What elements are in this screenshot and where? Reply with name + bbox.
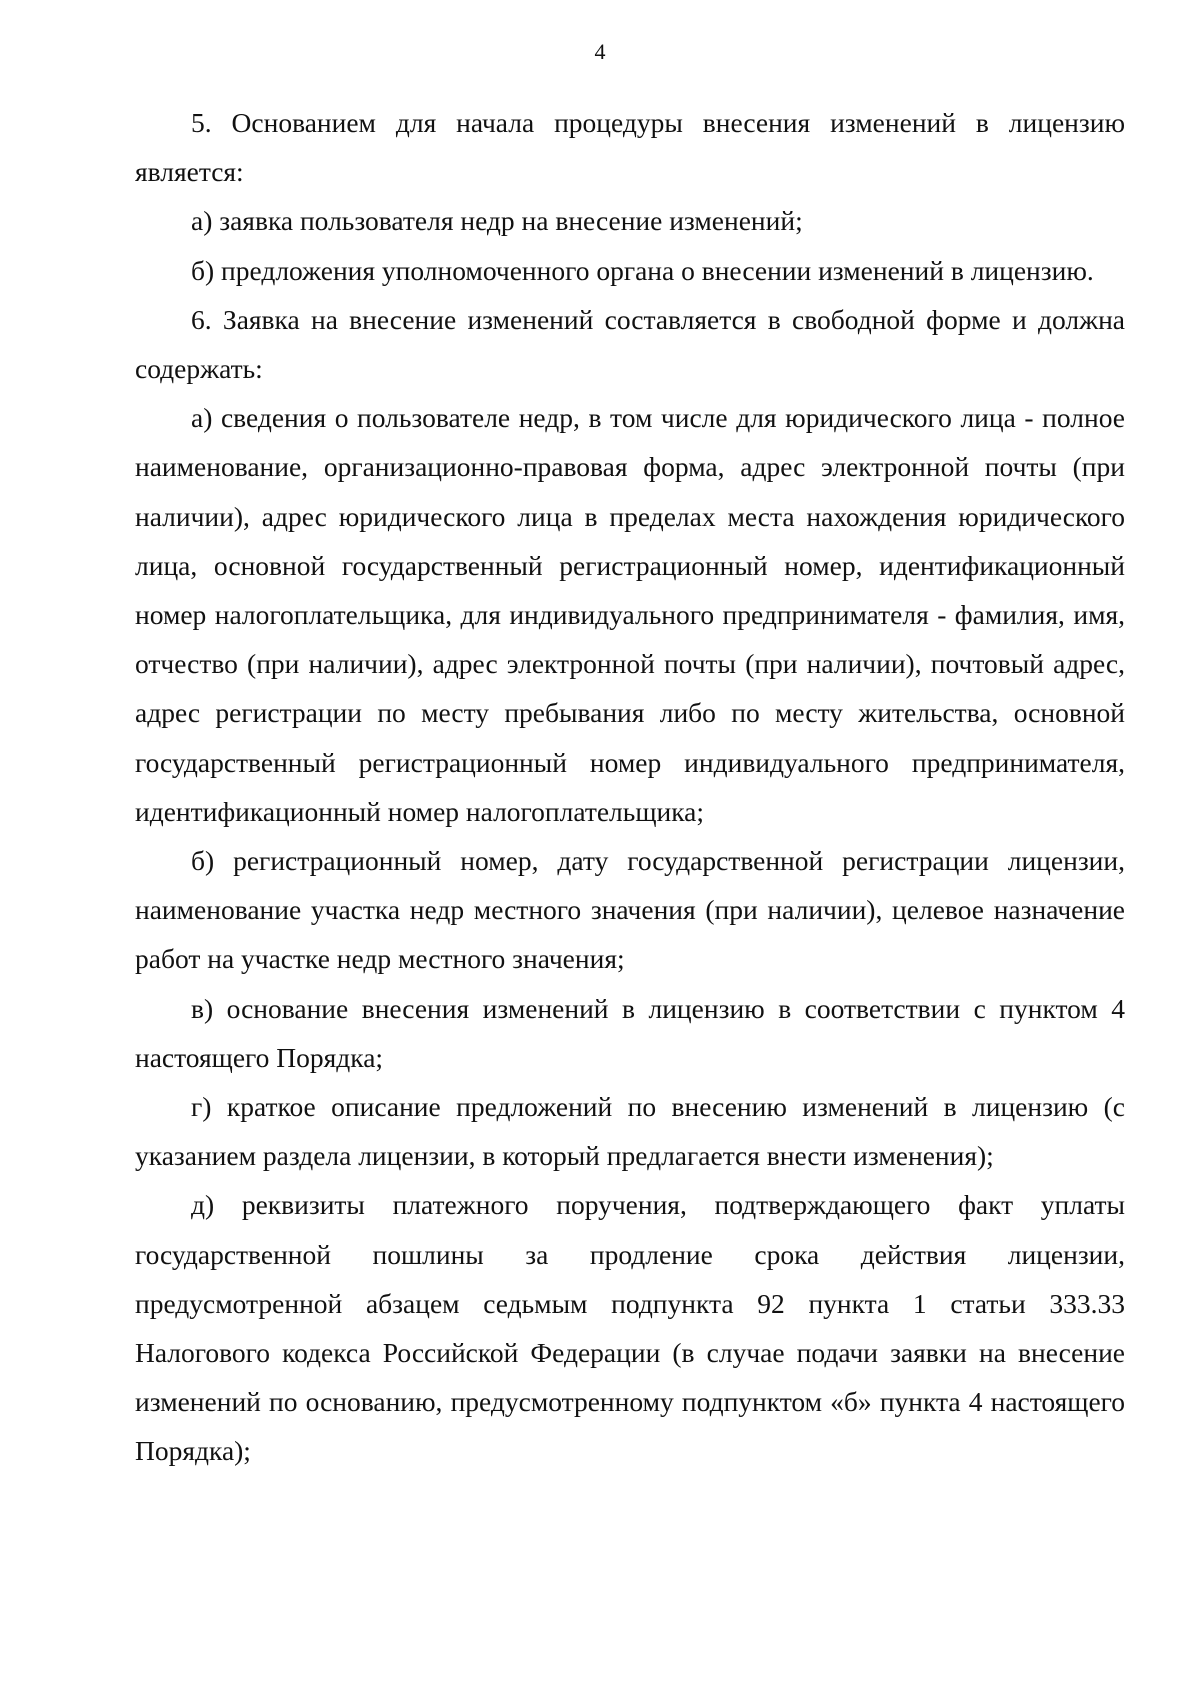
paragraph-6g: г) краткое описание предложений по внесению изменений в лицензию (с указанием раздела лицензии, в который предлагается внести изменения); bbox=[135, 1091, 1125, 1172]
paragraph-6b: б) регистрационный номер, дату государственной регистрации лицензии, наименование участка недр местного значения (при наличии), целевое назначение работ на участке недр местного значения; bbox=[135, 845, 1125, 975]
paragraph-6v: в) основание внесения изменений в лицензию в соответствии с пунктом 4 настоящего Порядка; bbox=[135, 992, 1125, 1073]
paragraph-5-intro: 5. Основанием для начала процедуры внесения изменений в лицензию является: bbox=[135, 107, 1125, 188]
page-number: 4 bbox=[594, 39, 606, 64]
paragraph-6a: а) сведения о пользователе недр, в том числе для юридического лица - полное наименование, организационно-правовая форма, адрес электронной почты (при наличии), адрес юридического лица в пределах места нахождения юридического лица, основной государственный регистрационный номер, идентификационный номер налогоплательщика, для индивидуального предпринимателя - фамилия, имя, отчество (при наличии), адрес электронной почты (при наличии), почтовый адрес, адрес регистрации по месту пребывания либо по месту жительства, основной государственный регистрационный номер индивидуального предпринимателя, идентификационный номер налогоплательщика; bbox=[135, 402, 1125, 827]
paragraph-6-intro: 6. Заявка на внесение изменений составляется в свободной форме и должна содержать: bbox=[135, 303, 1125, 385]
document-body bbox=[135, 98, 1125, 1476]
paragraph-6d: д) реквизиты платежного поручения, подтверждающего факт уплаты государственной пошлины за продление срока действия лицензии, предусмотренной абзацем седьмым подпункта 92 пункта 1 статьи 333.33 Налогового кодекса Российской Федерации (в случае подачи заявки на внесение изменений по основанию, предусмотренному подпунктом «б» пункта 4 настоящего Порядка); bbox=[135, 1189, 1125, 1467]
paragraph-5a: а) заявка пользователя недр на внесение изменений; bbox=[191, 205, 803, 237]
paragraph-5b: б) предложения уполномоченного органа о внесении изменений в лицензию. bbox=[191, 254, 1094, 286]
